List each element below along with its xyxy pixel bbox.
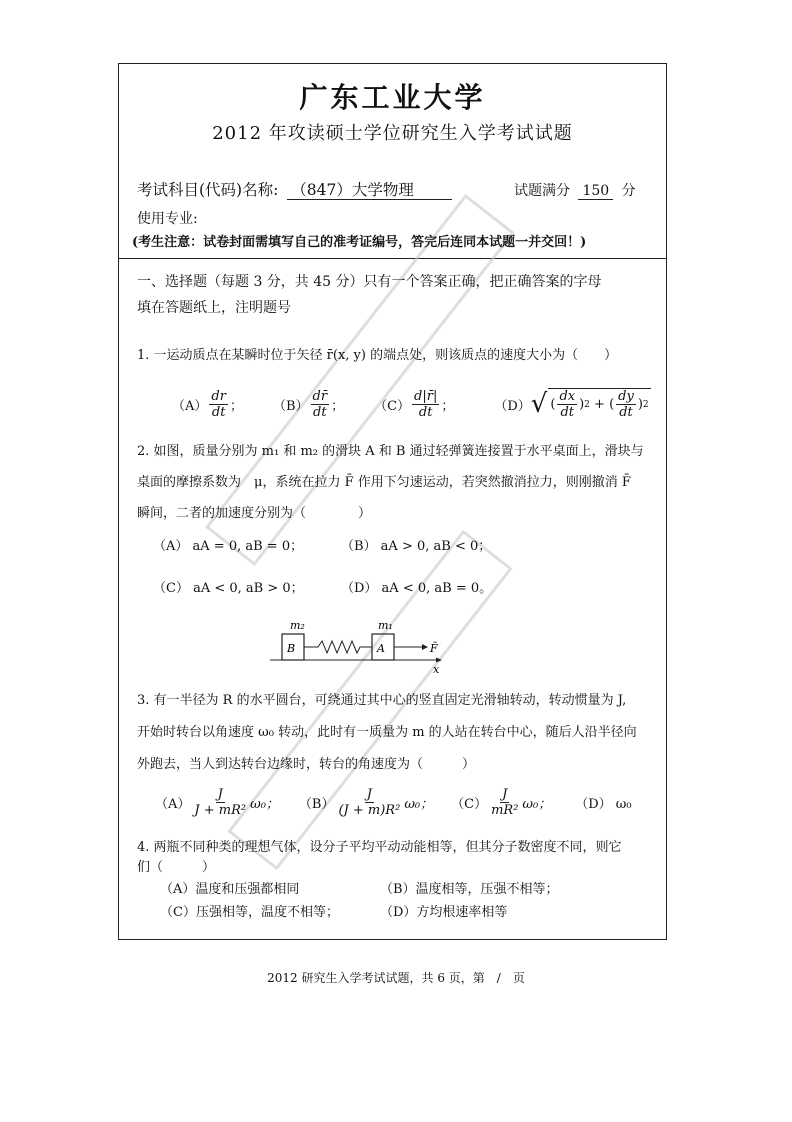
spring <box>304 641 372 653</box>
q3-opt-b-frac <box>336 787 402 818</box>
subject-value: （847）大学物理 <box>287 181 452 200</box>
q3-opt-a-frac <box>192 787 248 818</box>
q4-opt-c: （C）压强相等，温度不相等； <box>160 905 339 920</box>
q3-opt-d: （D） ω₀ <box>575 797 632 812</box>
q2-opt-b: （B） aA > 0, aB < 0； <box>341 539 492 554</box>
q3-opt-b-den: (J + m)R² <box>338 803 401 818</box>
full-score-value: 150 <box>578 183 613 200</box>
q1-opt-d-frac-y <box>616 389 636 420</box>
q1-opt-a-label: （A） <box>172 398 208 414</box>
q2-opt-c: （C） aA < 0, aB > 0； <box>153 581 304 596</box>
q4-opt-d: （D）方均根速率相等 <box>380 905 508 920</box>
q1-options <box>172 388 651 420</box>
label-f: F̄ <box>430 642 438 655</box>
force-arrowhead <box>422 644 428 650</box>
q1-opt-d-num-x: dx <box>559 389 576 404</box>
q1-opt-d-den-y: dt <box>619 405 633 420</box>
sqrt-sign: √ <box>530 389 548 419</box>
q1-opt-b-label: （B） <box>272 398 309 414</box>
q1-sep-b: ； <box>331 398 345 414</box>
full-score-unit: 分 <box>621 183 636 199</box>
q1-opt-c-label: （C） <box>374 398 411 414</box>
q4-opt-b: （B）温度相等，压强不相等； <box>380 882 559 897</box>
q3-line1: 3. 有一半径为 R 的水平圆台，可绕通过其中心的竖直固定光滑轴转动，转动惯量为 J, <box>137 693 627 708</box>
section-title-line1: 一、选择题（每题 3 分，共 45 分）只有一个答案正确，把正确答案的字母 <box>137 274 602 290</box>
q1-stem: 1. 一运动质点在某瞬时位于矢径 r̄(x, y) 的端点处，则该质点的速度大小为（ ） <box>137 348 618 363</box>
q2-line1: 2. 如图，质量分别为 m₁ 和 m₂ 的滑块 A 和 B 通过轻弹簧连接置于水平桌面上，滑块与 <box>137 444 644 459</box>
exam-title: 2012 年攻读硕士学位研究生入学考试试题 <box>212 123 573 144</box>
q3-line2: 开始时转台以角速度 ω₀ 转动，此时有一质量为 m 的人站在转台中心，随后人沿半径向 <box>137 725 637 740</box>
q1-opt-d-frac-x <box>557 389 577 420</box>
q1-opt-b-frac <box>311 389 330 420</box>
full-score-row <box>514 180 636 200</box>
q3-omega-a: ω₀； <box>250 797 279 812</box>
page-footer: 2012 研究生入学考试试题，共 6 页，第 / 页 <box>267 971 525 985</box>
university-title: 广东工业大学 <box>299 81 486 114</box>
q4-line2: 们（ ） <box>137 860 216 875</box>
section-title-line2: 填在答题纸上，注明题号 <box>137 300 291 316</box>
q3-opt-b-num: J <box>366 787 372 802</box>
q1-opt-a-num: dr <box>211 388 226 404</box>
label-a: A <box>377 642 385 655</box>
q1-opt-c-den: dt <box>418 404 433 420</box>
q3-line3: 外跑去，当人到达转台边缘时，转台的角速度为（ ） <box>137 757 476 772</box>
q1-opt-c-frac <box>412 389 439 420</box>
q1-opt-c-num: d|r̄| <box>414 388 438 404</box>
q1-opt-a-den: dt <box>211 404 226 420</box>
q2-line2: 桌面的摩擦系数为 μ，系统在拉力 F̄ 作用下匀速运动，若突然撤消拉力，则刚撤消 F̄ <box>137 475 631 490</box>
q3-opt-a-num: J <box>217 787 223 802</box>
header-divider <box>118 258 667 259</box>
full-score-label: 试题满分 <box>514 183 570 199</box>
q1-opt-d-label: （D） <box>494 398 531 414</box>
q1-opt-b-den: dt <box>313 404 327 420</box>
label-b: B <box>287 642 296 655</box>
x-axis-arrowhead <box>436 658 442 663</box>
q3-opt-c-frac <box>489 787 520 818</box>
notice: (考生注意：试卷封面需填写自己的准考证编号，答完后连同本试题一并交回！) <box>132 235 587 250</box>
q1-opt-a-frac <box>209 389 228 420</box>
q1-opt-d-den-x: dt <box>560 405 575 420</box>
q1-sep-a: ； <box>229 398 243 414</box>
q3-opt-b-label: （B） <box>298 797 335 812</box>
subject-label: 考试科目(代码)名称: <box>137 181 279 199</box>
subject-row <box>137 178 452 200</box>
q2-opt-d: （D） aA < 0, aB = 0。 <box>341 581 493 596</box>
q3-omega-b: ω₀； <box>404 797 434 812</box>
major-label: 使用专业: <box>137 211 198 227</box>
label-x: x <box>433 663 440 674</box>
q3-opt-c-den: mR² <box>491 803 519 818</box>
q3-opt-c-label: （C） <box>451 797 488 812</box>
q3-options <box>155 787 632 818</box>
q1-opt-d-radicand: ( $\frac{dx}{dt}$ ) 2 + ( $\frac{dy}{dt}$ ) 2 <box>550 389 649 420</box>
q3-opt-c-num: J <box>502 787 508 802</box>
q4-opt-a: （A）温度和压强都相同 <box>160 882 300 897</box>
q3-opt-a-label: （A） <box>155 797 191 812</box>
label-m2: m₂ <box>290 619 305 632</box>
spring-block-diagram <box>270 612 460 674</box>
q3-opt-a-den: J + mR² <box>194 803 247 818</box>
label-m1: m₁ <box>378 619 393 632</box>
q1-opt-b-num: dr̄ <box>312 388 328 404</box>
q2-line3: 瞬间，二者的加速度分别为（ ） <box>137 506 372 521</box>
q1-opt-d-num-y: dy <box>618 389 634 404</box>
q3-omega-c: ω₀； <box>522 797 552 812</box>
q2-opt-a: （A） aA = 0, aB = 0； <box>153 539 304 554</box>
q4-line1: 4. 两瓶不同种类的理想气体，设分子平均平动动能相等，但其分子数密度不同，则它 <box>137 840 622 855</box>
q1-sep-c: ； <box>441 398 455 414</box>
